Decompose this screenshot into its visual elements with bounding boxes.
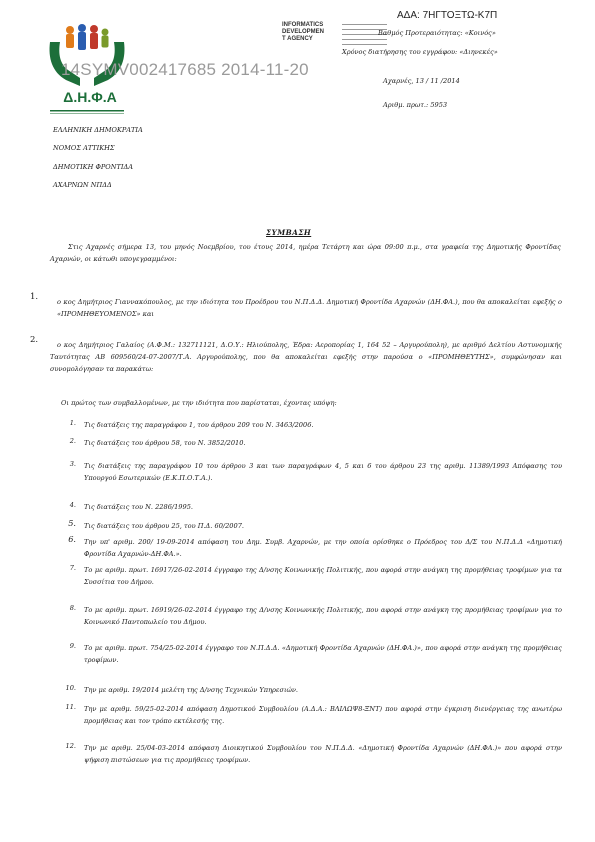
item-number: 3. (69, 460, 76, 468)
consideration-item: Το με αριθμ. πρωτ. 16917/26-02-2014 έγγραφο της Δ/νσης Κοινωνικής Πολιτικής, που αφορά στην ανάγκη της προμήθειας τροφίμων για τα Συσσίτια του Δήμου. (84, 566, 562, 587)
issuer-line: ΕΛΛΗΝΙΚΗ ΔΗΜΟΚΡΑΤΙΑ (53, 126, 143, 134)
item-number: 12. (65, 742, 76, 750)
issuer-line: ΑΧΑΡΝΩΝ ΝΠΔΔ (53, 181, 112, 189)
item-number: 7. (69, 564, 76, 572)
informatics-stamp (282, 22, 324, 43)
ada-code: ΑΔΑ: 7ΗΓΤΟΞΤΩ-Κ7Π (397, 10, 498, 21)
item-number: 11. (65, 703, 76, 711)
issuer-line: ΔΗΜΟΤΙΚΗ ΦΡΟΝΤΙΔΑ (53, 163, 133, 171)
consideration-item: Τις διατάξεις της παραγράφου 10 του άρθρου 3 και των παραγράφων 4, 5 και 6 του άρθρου 23 της αριθμ. 11389/1993 Απόφασης του Υπουργού Εσωτερικών (Ε.Κ.Π.Ο.Τ.Α.). (84, 462, 562, 483)
recital-line: Οι πρώτος των συμβαλλομένων, με την ιδιότητα που παρίσταται, έχοντας υπόψη: (61, 399, 337, 407)
consideration-item: Την με αριθμ. 19/2014 μελέτη της Δ/νσης Τεχνικών Υπηρεσιών. (84, 686, 299, 694)
item-number: 5. (68, 518, 76, 528)
item-number: 9. (69, 642, 76, 650)
item-number: 8. (69, 604, 76, 612)
consideration-item: Τις διατάξεις του άρθρου 58, του Ν. 3852/2010. (84, 439, 246, 447)
item-number: 10. (65, 684, 76, 692)
retention-period: Χρόνος διατήρησης του εγγράφου: «Διηνεκές» (342, 48, 498, 56)
issuer-line: ΝΟΜΟΣ ΑΤΤΙΚΗΣ (53, 144, 115, 152)
stamp-line: DEVELOPMEN (282, 29, 325, 35)
party-number: 2. (30, 335, 39, 345)
consideration-item: Το με αριθμ. πρωτ. 754/25-02-2014 έγγραφο του Ν.Π.Δ.Δ. «Δημοτική Φροντίδα Αχαρνών (ΔΗ.ΦΑ.)», που αφορά στην ανάγκη της προμήθειας τροφίμων. (84, 644, 562, 665)
item-number: 6. (68, 534, 76, 544)
consideration-item: Την με αριθμ. 59/25-02-2014 απόφαση Δημοτικού Συμβουλίου (Α.Δ.Α.: ΒΛΙΛΩΨ8-ΞΝΤ) που αφορά στην έγκριση διενέργειας της ανωτέρω προμήθειας και τον τρόπο εκτέλεσής της. (84, 705, 562, 726)
consideration-item: Την υπ' αριθμ. 200/ 19-09-2014 απόφαση του Δημ. Συμβ. Αχαρνών, με την οποία ορίσθηκε ο Πρόεδρος του Δ/Σ του Ν.Π.Δ.Δ «Δημοτική Φροντίδα Αχαρνών-ΔΗ.ΦΑ.». (84, 538, 562, 559)
intro-paragraph: Στις Αχαρνές σήμερα 13, του μηνός Νοεμβρίου, του έτους 2014, ημέρα Τετάρτη και ώρα 09:00 π.μ., στα γραφεία της Δημοτικής Φροντίδας Αχαρνών, οι κάτωθι υπογεγραμμένοι: (50, 243, 561, 264)
party-paragraph: ο κος Δημήτριος Γιαννακόπουλος, με την ιδιότητα του Προέδρου του Ν.Π.Δ.Δ. Δημοτική Φροντίδα Αχαρνών (ΔΗ.ΦΑ.), που θα αποκαλείται εφεξής ο «ΠΡΟΜΗΘΕΥΟΜΕΝΟΣ» και (57, 298, 562, 319)
logo-text: Δ.Η.Φ.Α (63, 89, 117, 105)
party-number: 1. (30, 292, 39, 302)
protocol-number: Αριθμ. πρωτ.: 5953 (383, 101, 448, 109)
stamp-line: T AGENCY (282, 36, 313, 42)
priority-level: Βαθμός Προτεραιότητας: «Κοινός» (378, 29, 496, 37)
item-number: 1. (69, 419, 76, 427)
party-paragraph: ο κος Δημήτριος Γαλαίος (Α.Φ.Μ.: 132711121, Δ.Ο.Υ.: Ηλιούπολης, Έδρα: Αεροπορίας 1, 164 52 – Αργυρούπολη), με αριθμό Δελτίου Αστυνομικής Ταυτότητας ΑΒ 609560/24-07-2007/Τ.Α. Αργυρούπολης, που θα αποκαλείται εφεξής στην παρούσα ο «ΠΡΟΜΗΘΕΥΤΗΣ», συμφώνησαν και συνομολόγησαν τα παρακάτω: (50, 341, 562, 374)
consideration-item: Το με αριθμ. πρωτ. 16919/26-02-2014 έγγραφο της Δ/νσης Κοινωνικής Πολιτικής, που αφορά στην ανάγκη της προμήθειας τροφίμων για το Κοινωνικό Παντοπωλείο του Δήμου. (84, 606, 562, 627)
consideration-item: Την με αριθμ. 25/04-03-2014 απόφαση Διοικητικού Συμβουλίου του Ν.Π.Δ.Δ. «Δημοτική Φροντίδα Αχαρνών (ΔΗ.ΦΑ.)» που αφορά στην ψήφιση πιστώσεων για τις προμήθειες τροφίμων. (84, 744, 562, 765)
consideration-item: Τις διατάξεις της παραγράφου 1, του άρθρου 209 του Ν. 3463/2006. (84, 421, 314, 429)
consideration-item: Τις διατάξεις του άρθρου 25, του Π.Δ. 60/2007. (84, 522, 244, 530)
item-number: 2. (69, 437, 76, 445)
document-title: ΣΥΜΒΑΣΗ (266, 228, 312, 237)
item-number: 4. (69, 501, 76, 509)
consideration-item: Τις διατάξεις του Ν. 2286/1995. (84, 503, 193, 511)
document-watermark: 14SYMV002417685 2014-11-20 (61, 60, 309, 79)
stamp-line: INFORMATICS (282, 22, 324, 28)
document-date: Αχαρνές, 13 / 11 /2014 (383, 77, 460, 85)
